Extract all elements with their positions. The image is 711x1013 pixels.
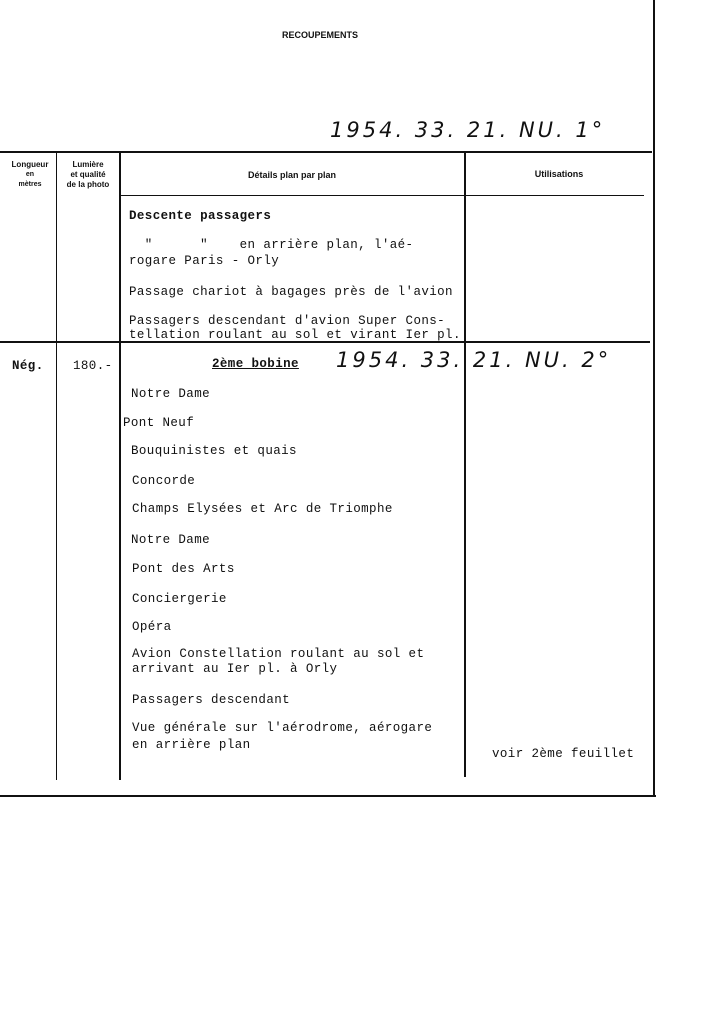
col-header-lumiere: Lumière et qualité de la photo (66, 160, 110, 189)
detail-line: Opéra (132, 620, 172, 634)
col-header-longueur: Longueur en mètres (11, 160, 49, 188)
detail-line: Vue générale sur l'aérodrome, aérogare (132, 721, 433, 735)
detail-line: Descente passagers (129, 209, 272, 223)
archive-reference-1: 1954. 33. 21. NU. 1° (330, 118, 606, 142)
detail-line: rogare Paris - Orly (129, 254, 280, 268)
detail-line: Concorde (132, 474, 196, 488)
table-top-rule (0, 151, 652, 153)
lumiere-value: 180.- (73, 359, 113, 373)
col-header-utilisations: Utilisations (534, 169, 584, 179)
column-rule-2 (119, 152, 121, 780)
detail-line: arrivant au Ier pl. à Orly (132, 662, 338, 676)
detail-line: Passage chariot à bagages près de l'avion (129, 285, 453, 299)
detail-line: " " en arrière plan, l'aé- (129, 238, 414, 252)
table-bottom-rule (0, 795, 656, 797)
detail-line: Passagers descendant (132, 693, 291, 707)
utilisation-note: voir 2ème feuillet (492, 747, 635, 761)
col-header-details: Détails plan par plan (247, 170, 337, 180)
header-bottom-rule (120, 195, 644, 196)
page-title: RECOUPEMENTS (282, 30, 359, 40)
longueur-value: Nég. (12, 359, 44, 373)
bobine-heading: 2ème bobine (212, 357, 299, 371)
detail-line: Avion Constellation roulant au sol et (132, 647, 425, 661)
archive-reference-2: 1954. 33. 21. NU. 2° (336, 348, 612, 372)
detail-line: Passagers descendant d'avion Super Cons- (129, 314, 446, 328)
detail-line: Notre Dame (131, 387, 211, 401)
column-rule-3 (464, 152, 466, 777)
detail-line: tellation roulant au sol et virant Ier pl. (129, 328, 461, 342)
detail-line: Pont des Arts (132, 562, 235, 576)
detail-line: Bouquinistes et quais (131, 444, 297, 458)
column-rule-1 (56, 152, 57, 780)
detail-line: Pont Neuf (123, 416, 195, 430)
detail-line: en arrière plan (132, 738, 251, 752)
detail-line: Champs Elysées et Arc de Triomphe (132, 502, 393, 516)
detail-line: Notre Dame (131, 533, 211, 547)
right-edge-rule (653, 0, 655, 797)
detail-line: Conciergerie (132, 592, 227, 606)
